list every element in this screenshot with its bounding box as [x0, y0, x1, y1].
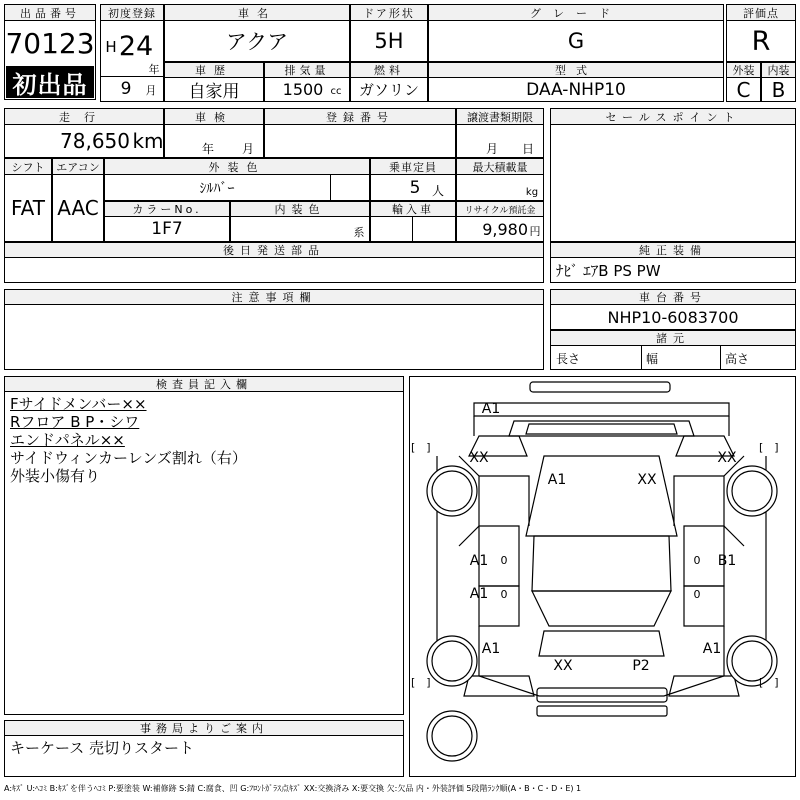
- ext-color: ｼﾙﾊﾞｰ: [199, 180, 235, 197]
- capacity: 5: [409, 178, 421, 198]
- int-score: B: [761, 77, 796, 102]
- sales-point-label: セールスポイント: [550, 108, 796, 125]
- shift: FAT: [4, 174, 52, 242]
- aircon: AAC: [52, 174, 104, 242]
- first-reg-label: 初度登録: [100, 4, 164, 21]
- damage-code: A1: [481, 641, 501, 657]
- ext-score-label: 外装: [726, 62, 761, 78]
- damage-code: B1: [717, 553, 737, 569]
- era: H: [105, 38, 117, 56]
- inspector-line: 外装小傷有り: [10, 467, 101, 485]
- zero-mark: 0: [693, 554, 701, 567]
- bracket-mark: [ ]: [759, 441, 779, 454]
- aircon-label: エアコン: [52, 158, 104, 175]
- registration-label: 登録番号: [264, 108, 456, 125]
- damage-code: A1: [469, 586, 489, 602]
- color-no: 1F7: [104, 216, 230, 242]
- damage-code: XX: [717, 450, 737, 466]
- car-name-label: 車名: [164, 4, 350, 21]
- damage-code: XX: [469, 450, 489, 466]
- office-note: キーケース 売切りスタート: [10, 738, 195, 757]
- ext-score: C: [726, 77, 761, 102]
- divider: [412, 216, 413, 242]
- sales-point: [550, 124, 796, 242]
- ext-color-label: 外装色: [104, 158, 370, 175]
- width-label: 幅: [646, 351, 659, 366]
- mileage-unit: km: [132, 129, 164, 153]
- recycle-unit: 円: [529, 225, 541, 238]
- inspector-line: Rフロア B P・シワ: [10, 413, 140, 431]
- zero-mark: 0: [500, 588, 508, 601]
- displacement-label: 排気量: [264, 62, 350, 78]
- car-name: アクア: [164, 20, 350, 62]
- door-label: ドア形状: [350, 4, 428, 21]
- bracket-mark: [ ]: [759, 676, 779, 689]
- damage-code: P2: [632, 658, 650, 674]
- inspector-line: Fサイドメンバー××: [10, 395, 147, 413]
- lot-number: 70123: [5, 26, 95, 60]
- inspector-lines: [10, 395, 400, 485]
- bracket-mark: [ ]: [411, 441, 431, 454]
- inspector-line: サイドウィンカーレンズ割れ（右）: [10, 449, 247, 467]
- reg-month: 9: [120, 79, 132, 99]
- score: R: [726, 20, 796, 62]
- fuel-label: 燃料: [350, 62, 428, 78]
- length-label: 長さ: [556, 351, 581, 366]
- import-cell: [370, 216, 456, 242]
- max-load-label: 最大積載量: [456, 158, 544, 175]
- legend: A:ｷｽﾞ U:ﾍｺﾐ B:ｷｽﾞを伴うﾍｺﾐ P:要塗装 W:補修跡 S:錆 C:腐食、凹 G:ﾌﾛﾝﾄｶﾞﾗｽ点ｷｽﾞ XX:交換済み X:要交換 欠:欠品 内・外装評価 5段階ﾗﾝｸ順(A・B・C・D・E) 1: [4, 783, 582, 793]
- chassis-label: 車台番号: [550, 289, 796, 305]
- import-label: 輸入車: [370, 201, 456, 217]
- model-label: 型式: [428, 62, 724, 78]
- grade: G: [428, 20, 724, 62]
- damage-code: A1: [702, 641, 722, 657]
- chassis-number: NHP10-6083700: [550, 304, 796, 330]
- int-color-label: 内装色: [230, 201, 370, 217]
- capacity-label: 乗車定員: [370, 158, 456, 175]
- genuine-equipment: ﾅﾋﾞ ｴｱB PS PW: [556, 261, 661, 280]
- transfer-day-unit: 日: [521, 141, 534, 156]
- int-color-cell: [230, 216, 370, 242]
- first-listing-badge: 初出品: [6, 66, 94, 98]
- capacity-unit: 人: [431, 183, 444, 198]
- divider: [330, 174, 331, 201]
- later-parts: [4, 257, 544, 283]
- year-unit: 年: [148, 63, 160, 76]
- damage-code: A1: [469, 553, 489, 569]
- recycle-fee: 9,980: [482, 219, 528, 239]
- score-label: 評価点: [726, 4, 796, 21]
- inspector-label: 検査員記入欄: [4, 376, 404, 392]
- notes: [4, 304, 544, 370]
- transfer-month-unit: 月: [485, 141, 498, 156]
- divider: [100, 76, 164, 77]
- int-score-label: 内装: [761, 62, 796, 78]
- lot-label: 出品番号: [4, 4, 96, 21]
- zero-mark: 0: [500, 554, 508, 567]
- notes-label: 注意事項欄: [4, 289, 544, 305]
- dims-label: 諸元: [550, 330, 796, 346]
- damage-code: A1: [481, 401, 501, 417]
- damage-code: XX: [637, 472, 657, 488]
- model-code: DAA-NHP10: [428, 77, 724, 102]
- inspection-label: 車検: [164, 108, 264, 125]
- month-unit: 月: [145, 84, 157, 97]
- inspection-month-unit: 月: [241, 141, 254, 156]
- mileage-label: 走行: [4, 108, 164, 125]
- int-color-unit: 系: [353, 226, 365, 239]
- color-no-label: カラーNo.: [104, 201, 230, 217]
- inspection-year-unit: 年: [201, 141, 214, 156]
- door-type: 5H: [350, 20, 428, 62]
- zero-mark: 0: [693, 588, 701, 601]
- shift-label: シフト: [4, 158, 52, 175]
- history: 自家用: [164, 77, 264, 102]
- displacement-unit: cc: [330, 85, 342, 97]
- car-diagram: [409, 376, 796, 777]
- genuine-label: 純正装備: [550, 242, 796, 258]
- inspector-line: エンドパネル××: [10, 431, 125, 449]
- height-label: 高さ: [725, 351, 750, 366]
- grade-label: グレード: [428, 4, 724, 21]
- transfer-label: 譲渡書類期限: [456, 108, 544, 125]
- max-load-unit: kg: [525, 186, 539, 198]
- office-label: 事務局よりご案内: [4, 720, 404, 736]
- recycle-label: リサイクル預託金: [456, 201, 544, 217]
- history-label: 車歴: [164, 62, 264, 78]
- damage-code: A1: [547, 472, 567, 488]
- fuel: ガソリン: [350, 77, 428, 102]
- later-parts-label: 後日発送部品: [4, 242, 544, 258]
- mileage: 78,650: [60, 129, 130, 153]
- displacement: 1500: [282, 80, 324, 99]
- registration-number: [264, 124, 456, 158]
- reg-year: 24: [118, 30, 154, 62]
- damage-code: XX: [553, 658, 573, 674]
- bracket-mark: [ ]: [411, 676, 431, 689]
